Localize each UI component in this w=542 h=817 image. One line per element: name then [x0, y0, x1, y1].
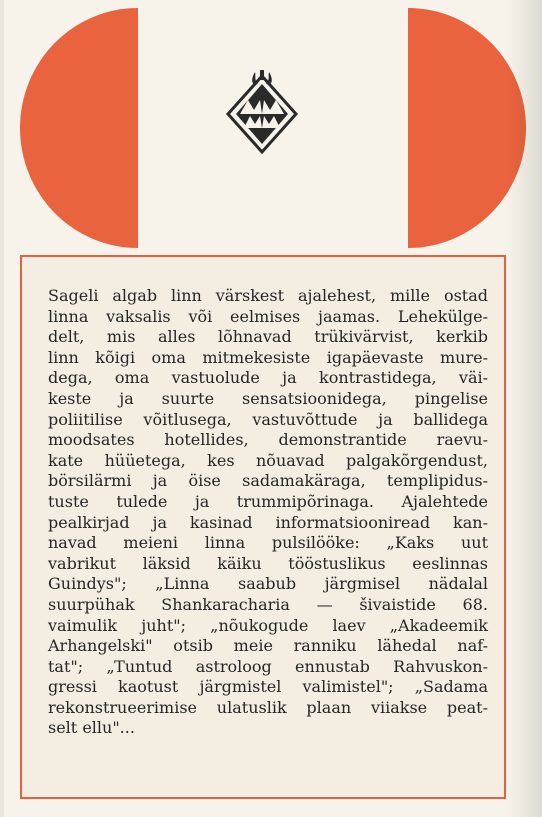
- blurb-line: dega, oma vastuolude ja kontrastidega, väi-: [48, 368, 488, 388]
- blurb-line: moodsates hotellides, demonstrantide raevu-: [48, 430, 488, 450]
- blurb-line: börsilärmi ja öise sadamakäraga, templipidus-: [48, 471, 488, 491]
- blurb-line: rekonstrueerimise ulatuslik plaan viiakse peat-: [48, 697, 488, 717]
- blurb-line: linn kõigi oma mitmekesiste igapäevaste mure-: [48, 347, 488, 367]
- blurb-line: linna vaksalis või eelmises jaamas. Lehekülge-: [48, 306, 488, 326]
- blurb-line: suurpühak Shankaracharia — šivaistide 68.: [48, 594, 488, 614]
- blurb-line: kate hüüetega, kes nõuavad palgakõrgendust,: [48, 450, 488, 470]
- blurb-line: pealkirjad ja kasinad informatsiooniread kan-: [48, 512, 488, 532]
- blurb-line: Guindys"; „Linna saabub järgmisel nädalal: [48, 574, 488, 594]
- blurb-line: tuste tulede ja trummipõrinaga. Ajalehtede: [48, 491, 488, 511]
- cover-edge: [0, 0, 4, 817]
- blurb-line: gressi kaotust järgmistel valimistel"; „Sadama: [48, 677, 488, 697]
- spine-shadow: [506, 0, 542, 817]
- blurb-line: tat"; „Tuntud astroloog ennustab Rahvuskon-: [48, 656, 488, 676]
- left-half-disc: [20, 8, 138, 248]
- blurb-line: poliitilise võitlusega, vastuvõttude ja ballidega: [48, 409, 488, 429]
- blurb-text: [48, 286, 488, 739]
- left-half-disc-shape: [20, 8, 138, 248]
- blurb-line: keste ja suurte sensatsioonidega, pingelise: [48, 388, 488, 408]
- blurb-line: vabrikut läksid käiku tööstuslikus eeslinnas: [48, 553, 488, 573]
- blurb-line: Arhangelski" otsib meie ranniku lähedal naf-: [48, 636, 488, 656]
- blurb-line: selt ellu"...: [48, 718, 135, 738]
- publisher-logo-icon: [222, 70, 302, 156]
- blurb-line: Sageli algab linn värskest ajalehest, mille ostad: [48, 286, 488, 305]
- blurb-line: vaimulik juht"; „nõukogude laev „Akadeemik: [48, 615, 488, 635]
- blurb-line: delt, mis alles lõhnavad trükivärvist, kerkib: [48, 327, 488, 347]
- blurb-line: navad meieni linna pulsilööke: „Kaks uut: [48, 533, 488, 553]
